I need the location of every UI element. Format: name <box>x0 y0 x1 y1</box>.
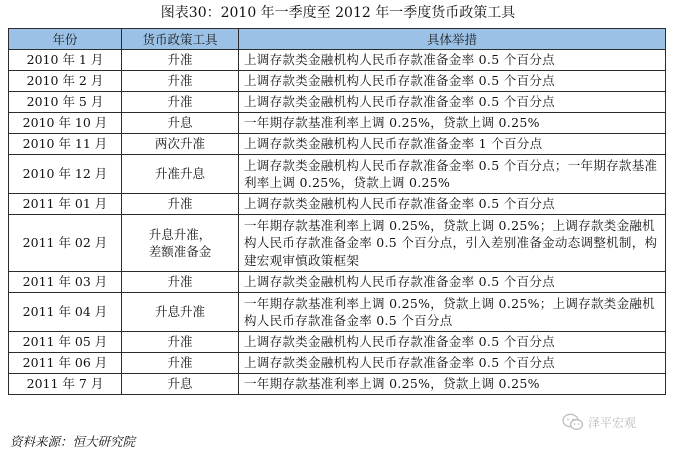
row-tool: 升准 <box>122 92 239 113</box>
row-tool: 升准 <box>122 272 239 293</box>
watermark <box>562 413 636 431</box>
row-measure: 一年期存款基准利率上调 0.25%，贷款上调 0.25%；上调存款类金融机构人民币存款准备金率 0.5 个百分点，引入差别准备金动态调整机制，构建宏观审慎政策框架 <box>239 215 666 272</box>
row-date: 2011 年 06 月 <box>9 353 122 374</box>
row-tool: 升准 <box>122 332 239 353</box>
row-measure: 上调存款类金融机构人民币存款准备金率 0.5 个百分点 <box>239 272 666 293</box>
row-measure: 上调存款类金融机构人民币存款准备金率 0.5 个百分点；一年期存款基准利率上调 0.25%，贷款上调 0.25% <box>239 155 666 194</box>
table-row <box>9 293 666 332</box>
row-date: 2010 年 10 月 <box>9 113 122 134</box>
row-tool: 升准 <box>122 50 239 71</box>
row-measure: 一年期存款基准利率上调 0.25%，贷款上调 0.25% <box>239 374 666 395</box>
header-tool: 货币政策工具 <box>122 29 239 50</box>
table-row <box>9 113 666 134</box>
row-measure: 上调存款类金融机构人民币存款准备金率 1 个百分点 <box>239 134 666 155</box>
row-date: 2010 年 1 月 <box>9 50 122 71</box>
watermark-text: 泽平宏观 <box>588 415 637 430</box>
row-date: 2010 年 5 月 <box>9 92 122 113</box>
row-tool: 升准 <box>122 194 239 215</box>
row-measure: 上调存款类金融机构人民币存款准备金率 0.5 个百分点 <box>239 194 666 215</box>
row-tool: 升息 <box>122 113 239 134</box>
row-measure: 一年期存款基准利率上调 0.25%，贷款上调 0.25% <box>239 113 666 134</box>
row-date: 2010 年 12 月 <box>9 155 122 194</box>
policy-table <box>8 28 666 395</box>
row-measure: 上调存款类金融机构人民币存款准备金率 0.5 个百分点 <box>239 332 666 353</box>
row-measure: 上调存款类金融机构人民币存款准备金率 0.5 个百分点 <box>239 50 666 71</box>
row-date: 2011 年 05 月 <box>9 332 122 353</box>
row-tool: 两次升准 <box>122 134 239 155</box>
table-row <box>9 155 666 194</box>
header-year: 年份 <box>9 29 122 50</box>
table-row <box>9 374 666 395</box>
row-tool: 升息 <box>122 374 239 395</box>
table-row <box>9 50 666 71</box>
source-note: 资料来源：恒大研究院 <box>10 434 136 449</box>
row-tool: 升息升准， 差额准备金 <box>122 215 239 272</box>
row-tool: 升准 <box>122 71 239 92</box>
row-measure: 一年期存款基准利率上调 0.25%，贷款上调 0.25%；上调存款类金融机构人民币存款准备金率 0.5 个百分点 <box>239 293 666 332</box>
table-row <box>9 194 666 215</box>
row-date: 2011 年 7 月 <box>9 374 122 395</box>
page-title: 图表30：2010 年一季度至 2012 年一季度货币政策工具 <box>160 5 516 21</box>
table-row <box>9 332 666 353</box>
row-tool: 升准 <box>122 353 239 374</box>
table-row <box>9 215 666 272</box>
row-measure: 上调存款类金融机构人民币存款准备金率 0.5 个百分点 <box>239 353 666 374</box>
row-date: 2010 年 2 月 <box>9 71 122 92</box>
row-tool: 升息升准 <box>122 293 239 332</box>
table-header-row <box>9 29 666 50</box>
row-date: 2011 年 03 月 <box>9 272 122 293</box>
wechat-icon <box>562 413 584 431</box>
table-row <box>9 71 666 92</box>
row-tool: 升准升息 <box>122 155 239 194</box>
table-row <box>9 134 666 155</box>
table-row <box>9 272 666 293</box>
row-date: 2011 年 02 月 <box>9 215 122 272</box>
row-date: 2011 年 01 月 <box>9 194 122 215</box>
row-date: 2011 年 04 月 <box>9 293 122 332</box>
table-row <box>9 92 666 113</box>
header-measure: 具体举措 <box>239 29 666 50</box>
table-row <box>9 353 666 374</box>
row-measure: 上调存款类金融机构人民币存款准备金率 0.5 个百分点 <box>239 71 666 92</box>
row-date: 2010 年 11 月 <box>9 134 122 155</box>
row-measure: 上调存款类金融机构人民币存款准备金率 0.5 个百分点 <box>239 92 666 113</box>
